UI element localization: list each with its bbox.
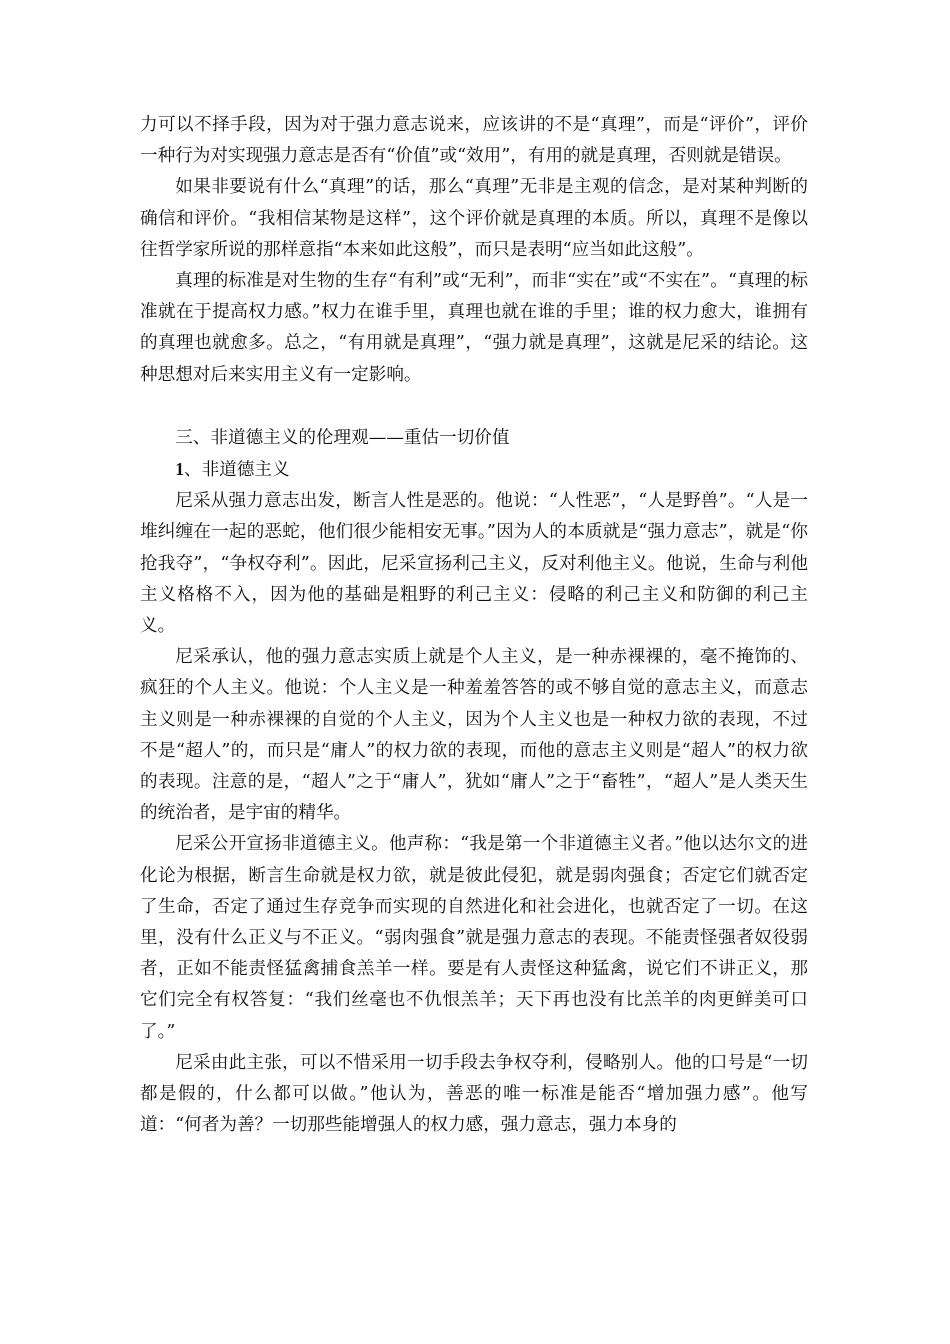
paragraph: 尼采从强力意志出发，断言人性是恶的。他说：“人性恶”，“人是野兽”。“人是一堆纠缠在一起的恶蛇，他们很少能相安无事。”因为人的本质就是“强力意志”，就是“你抢我夺”，“争权夺利”。因此，尼采宣扬利己主义，反对利他主义。他说，生命与利他主义格格不入，因为他的基础是粗野的利己主义：侵略的利己主义和防御的利己主义。 [140,491,808,637]
document-page [140,110,808,1142]
subsection-number: 1 [175,459,184,480]
paragraph: 尼采由此主张，可以不惜采用一切手段去争权夺利，侵略别人。他的口号是“一切都是假的，什么都可以做。”他认为，善恶的唯一标准是能否“增加强力感”。他写道：“何者为善？一切那些能增强人的权力感，强力意志，强力本身的 [140,1052,808,1136]
paragraph: 如果非要说有什么“真理”的话，那么“真理”无非是主观的信念，是对某种判断的确信和评价。“我相信某物是这样”，这个评价就是真理的本质。所以，真理不是像以往哲学家所说的那样意指“本来如此这般”，而只是表明“应当如此这般”。 [140,177,808,260]
subsection-heading [140,454,808,486]
paragraph: 尼采承认，他的强力意志实质上就是个人主义，是一种赤裸裸的，毫不掩饰的、疯狂的个人主义。他说：个人主义是一种羞羞答答的或不够自觉的意志主义，而意志主义则是一种赤裸裸的自觉的个人主义，因为个人主义也是一种权力欲的表现，不过不是“超人”的，而只是“庸人”的权力欲的表现，而他的意志主义则是“超人”的权力欲的表现。注意的是，“超人”之于“庸人”，犹如“庸人”之于“畜牲”，“超人”是人类天生的统治者，是宇宙的精华。 [140,647,808,824]
subsection-title: 、非道德主义 [183,460,290,481]
paragraph: 真理的标准是对生物的生存“有利”或“无利”，而非“实在”或“不实在”。“真理的标准就在于提高权力感。”权力在谁手里，真理也就在谁的手里；谁的权力愈大，谁拥有的真理也就愈多。总之，“有用就是真理”，“强力就是真理”，这就是尼采的结论。这种思想对后来实用主义有一定影响。 [140,271,808,385]
paragraph: 力可以不择手段，因为对于强力意志说来，应该讲的不是“真理”，而是“评价”，评价一种行为对实现强力意志是否有“价值”或“效用”，有用的就是真理，否则就是错误。 [140,115,808,167]
paragraph: 尼采公开宣扬非道德主义。他声称：“我是第一个非道德主义者。”他以达尔文的进化论为根据，断言生命就是权力欲，就是彼此侵犯，就是弱肉强食；否定它们就否定了生命，否定了通过生存竞争而实现的自然进化和社会进化，也就否定了一切。在这里，没有什么正义与不正义。“弱肉强食”就是强力意志的表现。不能责怪强者奴役弱者，正如不能责怪猛禽捕食羔羊一样。要是有人责怪这种猛禽，说它们不讲正义，那它们完全有权答复：“我们丝毫也不仇恨羔羊；天下再也没有比羔羊的肉更鲜美可口了。” [140,834,808,1042]
section-heading: 三、非道德主义的伦理观——重估一切价值 [175,427,510,448]
section-spacer [140,391,808,423]
